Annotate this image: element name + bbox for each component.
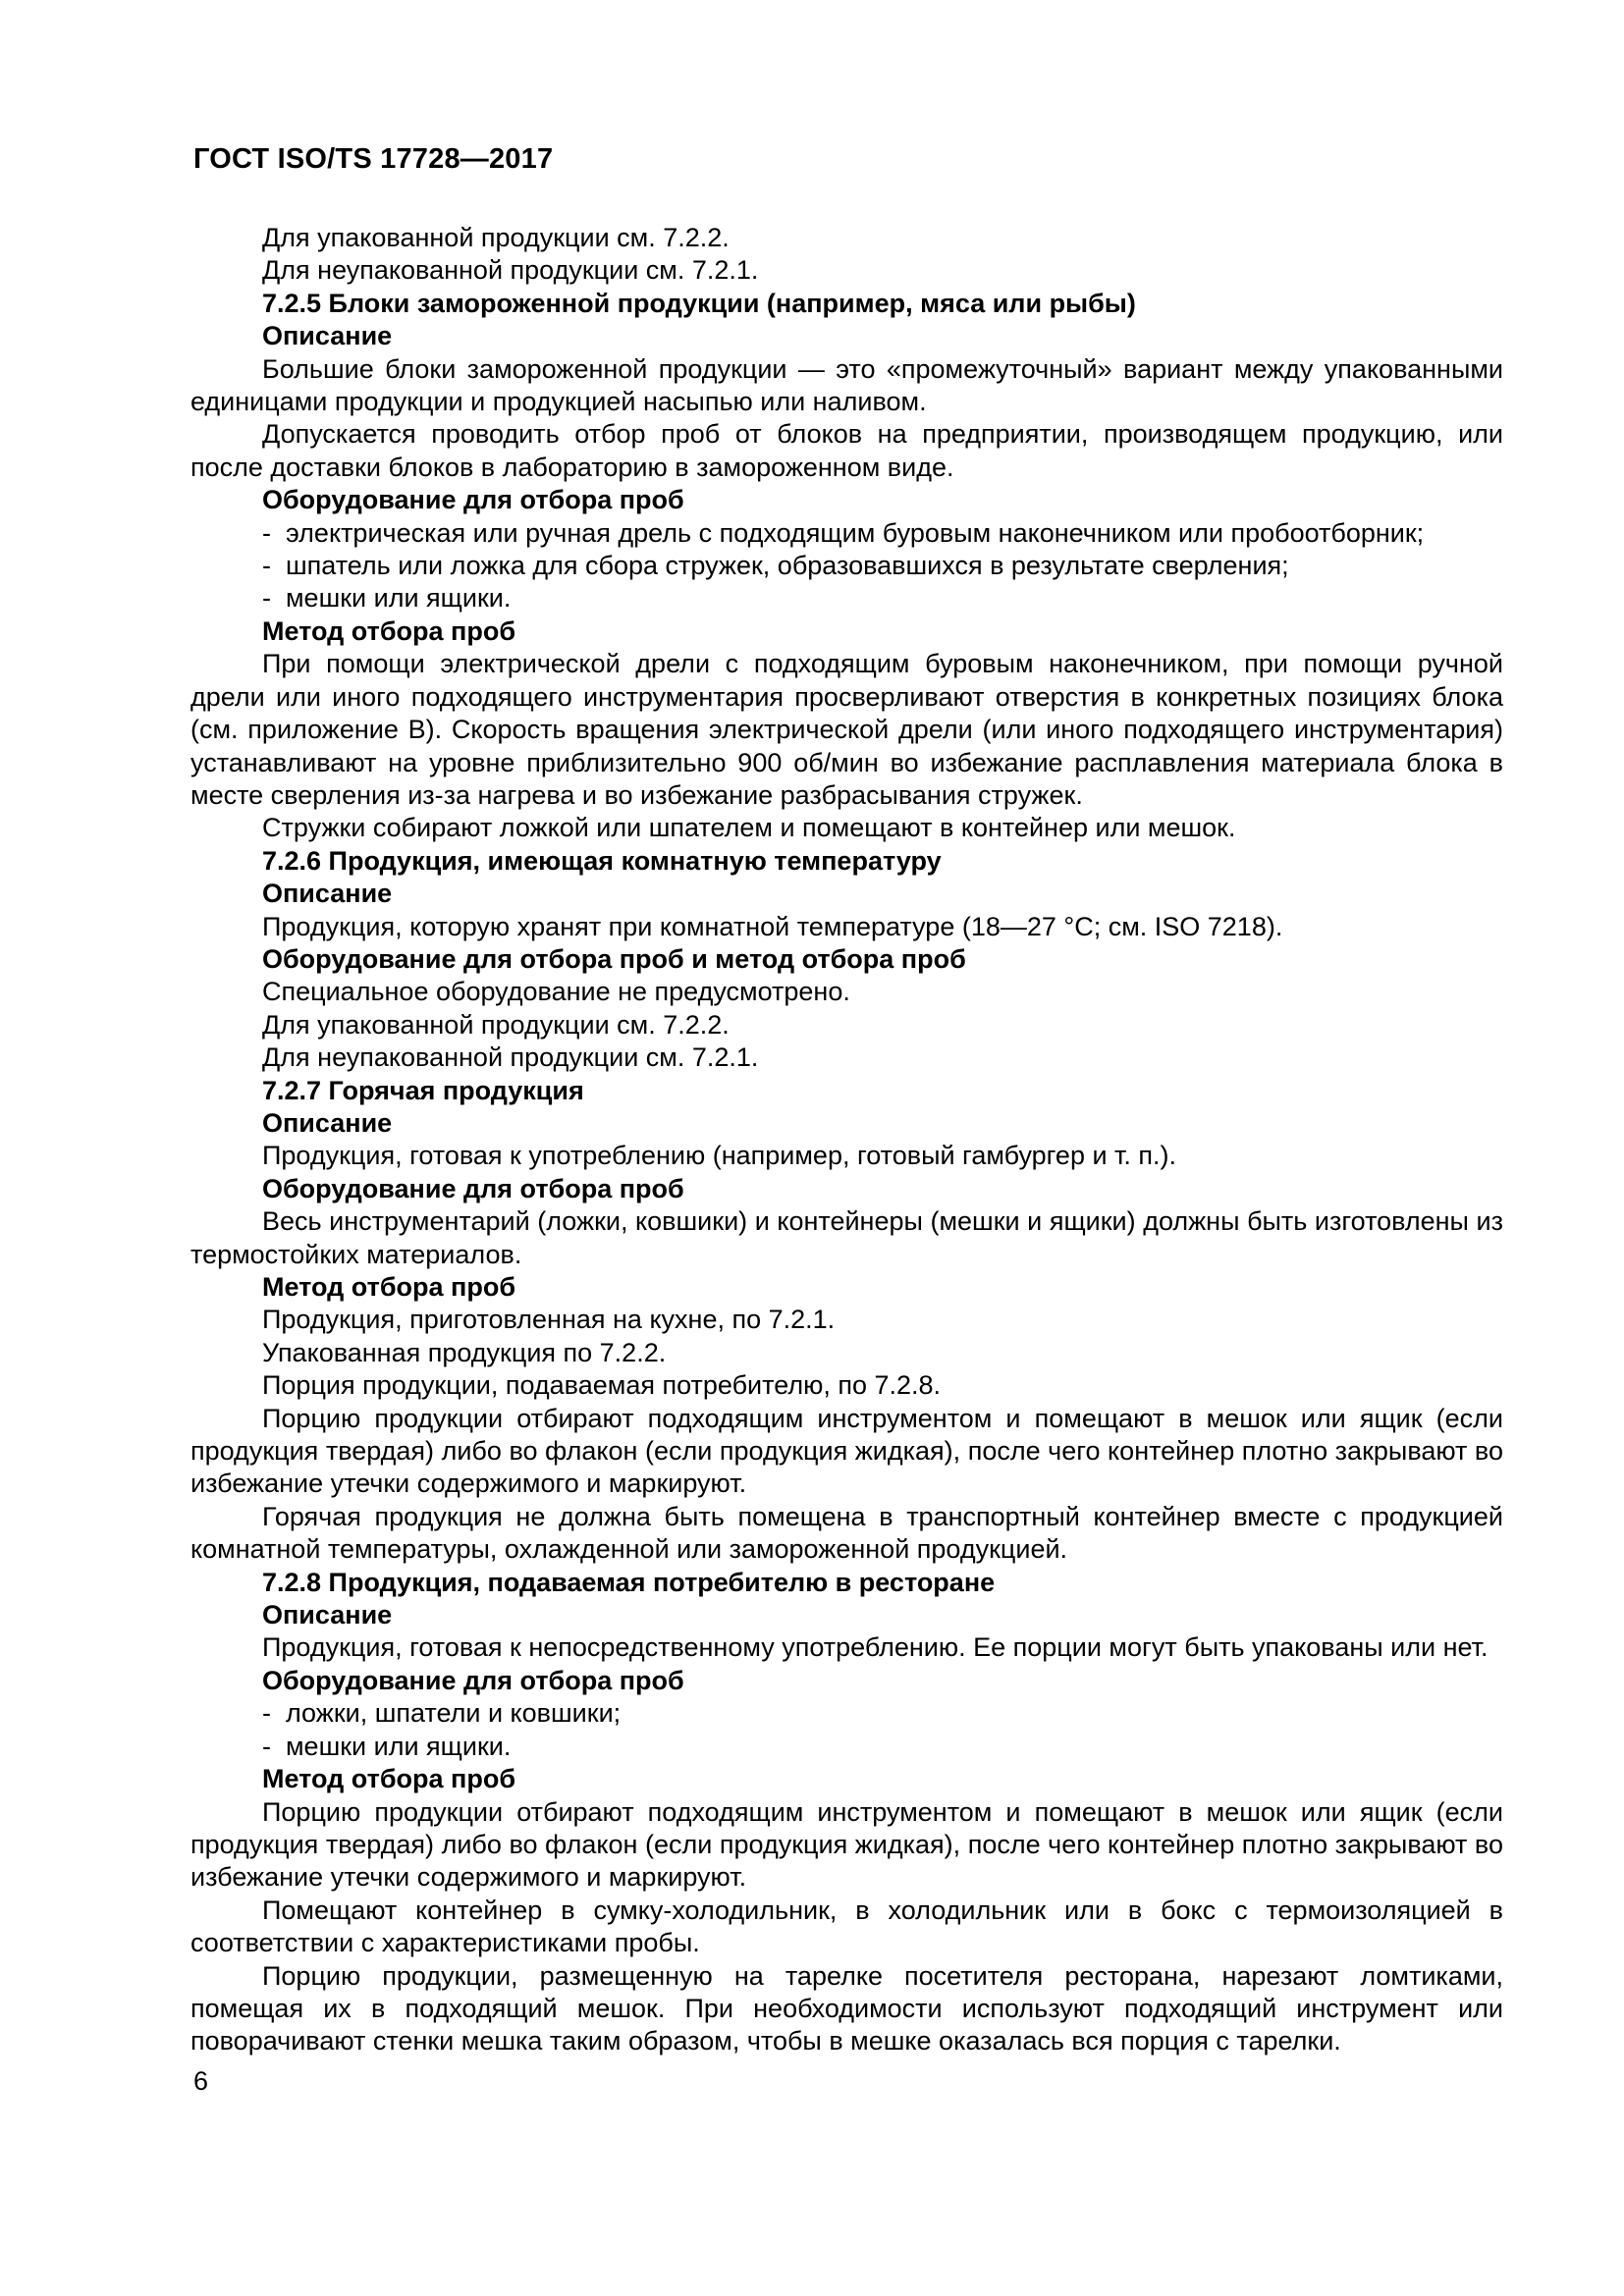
paragraph: Для упакованной продукции см. 7.2.2. — [262, 223, 730, 252]
bullet-item: - мешки или ящики. — [262, 1731, 512, 1761]
paragraph: Горячая продукция не должна быть помещена в транспортный контейнер вместе с продукцией комнатной температуры, охлажденной или замороженной продукцией. — [190, 1501, 1503, 1565]
document-body — [190, 222, 1503, 2058]
section-heading: 7.2.7 Горячая продукция — [262, 1075, 584, 1105]
paragraph: Для неупакованной продукции см. 7.2.1. — [262, 255, 759, 286]
section-heading: Метод отбора проб — [262, 1272, 515, 1302]
section-heading: Оборудование для отбора проб — [262, 485, 684, 515]
paragraph: Упакованная продукция по 7.2.2. — [262, 1337, 667, 1367]
section-heading: Оборудование для отбора проб — [262, 1665, 684, 1695]
section-heading: Описание — [262, 321, 393, 351]
section-heading: Оборудование для отбора проб — [262, 1173, 684, 1203]
section-heading: 7.2.8 Продукция, подаваемая потребителю в ресторане — [262, 1567, 996, 1597]
paragraph: Продукция, готовая к непосредственному употреблению. Ее порции могут быть упакованы или нет. — [262, 1632, 1489, 1663]
paragraph: Большие блоки замороженной продукции — это «промежуточный» вариант между упакованными единицами продукции и продукцией насыпью или наливом. — [190, 353, 1503, 417]
page-number: 6 — [193, 2066, 209, 2096]
paragraph: При помощи электрической дрели с подходящим буровым наконечником, при помощи ручной дрели или иного подходящего инструментария просверливают отверстия в конкретных позициях блока (см. приложение В). Скорость вращения электрической дрели (или иного подходящего инструментария) устанавливают на уровне приблизительно 900 об/мин во избежание расплавления материала блока в месте сверления из-за нагрева и во избежание разбрасывания стружек. — [190, 649, 1503, 810]
paragraph: Для упакованной продукции см. 7.2.2. — [262, 1009, 730, 1040]
paragraph: Порцию продукции отбирают подходящим инструментом и помещают в мешок или ящик (если продукция твердая) либо во флакон (если продукция жидкая), после чего контейнер плотно закрывают во избежание утечки содержимого и маркируют. — [190, 1403, 1503, 1499]
section-heading: Описание — [262, 879, 393, 909]
paragraph: Специальное оборудование не предусмотрено. — [262, 977, 850, 1007]
paragraph: Порция продукции, подаваемая потребителю, по 7.2.8. — [262, 1370, 942, 1401]
paragraph: Продукция, готовая к употреблению (например, готовый гамбургер и т. п.). — [262, 1141, 1177, 1171]
document-designation-header: ГОСТ ISO/TS 17728—2017 — [193, 143, 554, 175]
paragraph: Продукция, которую хранят при комнатной температуре (18—27 °C; см. ISO 7218). — [262, 911, 1283, 941]
section-heading: 7.2.6 Продукция, имеющая комнатную температуру — [262, 845, 942, 876]
paragraph: Весь инструментарий (ложки, ковшики) и контейнеры (мешки и ящики) должны быть изготовлены из термостойких материалов. — [190, 1206, 1503, 1269]
bullet-item: - мешки или ящики. — [262, 583, 512, 614]
section-heading: Оборудование для отбора проб и метод отбора проб — [262, 943, 966, 974]
section-heading: Метод отбора проб — [262, 615, 515, 646]
section-heading: 7.2.5 Блоки замороженной продукции (например, мяса или рыбы) — [262, 288, 1136, 318]
paragraph: Порцию продукции, размещенную на тарелке посетителя ресторана, нарезают ломтиками, помещая их в подходящий мешок. При необходимости используют подходящий инструмент или поворачивают стенки мешка таким образом, чтобы в мешке оказалась вся порция с тарелки. — [190, 1960, 1503, 2056]
section-heading: Описание — [262, 1600, 393, 1630]
paragraph: Для неупакованной продукции см. 7.2.1. — [262, 1042, 759, 1073]
section-heading: Метод отбора проб — [262, 1764, 515, 1794]
bullet-item: - электрическая или ручная дрель с подходящим буровым наконечником или пробоотборник; — [262, 517, 1425, 548]
bullet-item: - шпатель или ложка для сбора стружек, образовавшихся в результате сверления; — [262, 551, 1289, 581]
paragraph: Порцию продукции отбирают подходящим инструментом и помещают в мешок или ящик (если продукция твердая) либо во флакон (если продукция жидкая), после чего контейнер плотно закрывают во избежание утечки содержимого и маркируют. — [190, 1796, 1503, 1893]
paragraph: Помещают контейнер в сумку-холодильник, в холодильник или в бокс с термоизоляцией в соответствии с характеристиками пробы. — [190, 1895, 1503, 1958]
section-heading: Описание — [262, 1107, 393, 1138]
bullet-item: - ложки, шпатели и ковшики; — [262, 1698, 622, 1729]
paragraph: Продукция, приготовленная на кухне, по 7.2.1. — [262, 1305, 836, 1335]
paragraph: Стружки собирают ложкой или шпателем и помещают в контейнер или мешок. — [262, 813, 1236, 843]
paragraph: Допускается проводить отбор проб от блоков на предприятии, производящем продукцию, или после доставки блоков в лабораторию в замороженном виде. — [190, 419, 1503, 482]
